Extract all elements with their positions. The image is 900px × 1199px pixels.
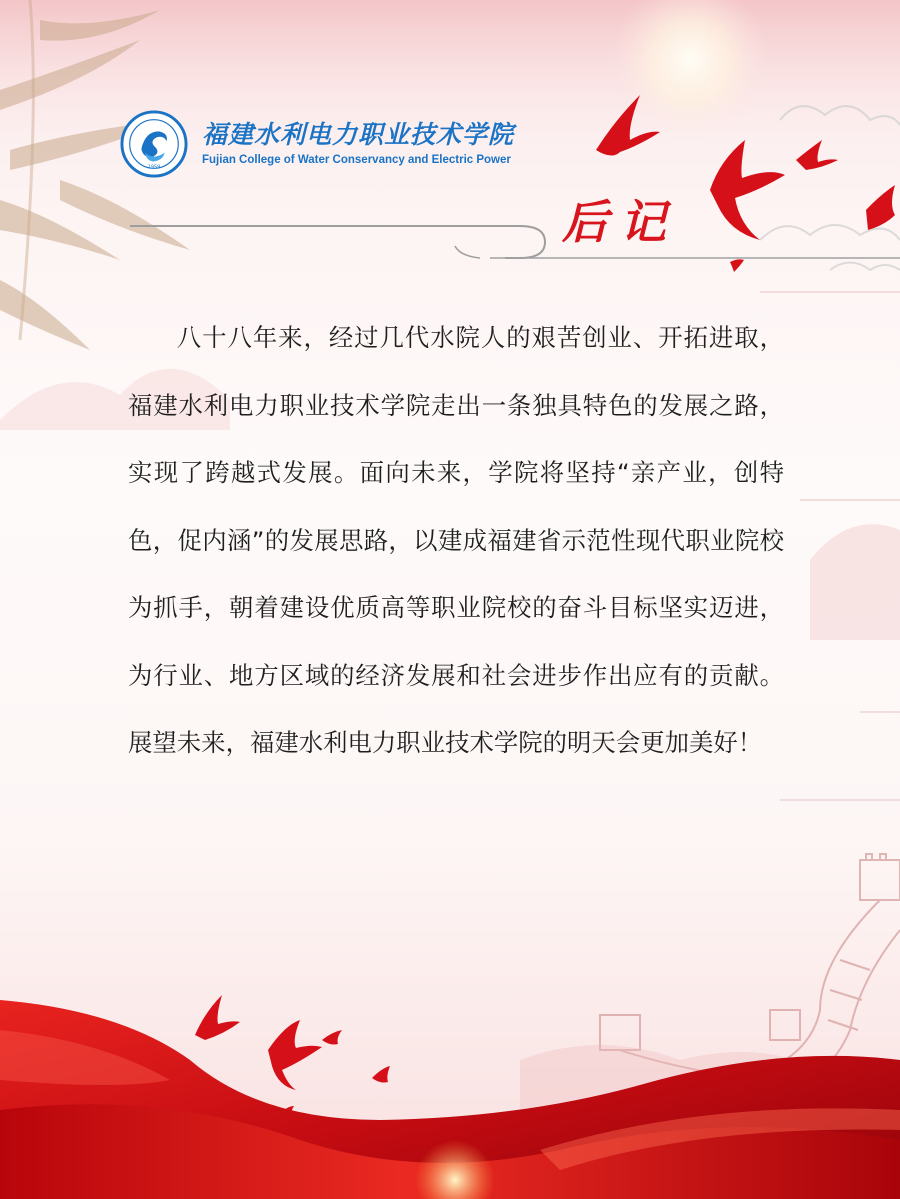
college-logo [120, 110, 514, 178]
college-name-cn: 福建水利电力职业技术学院 [202, 120, 515, 149]
college-name-en: Fujian College of Water Conservancy and Electric Power [202, 154, 511, 166]
page-title: 后记 [562, 195, 678, 249]
afterword-paragraph: 八十八年来，经过几代水院人的艰苦创业、开拓进取，福建水利电力职业技术学院走出一条独具特色的发展之路，实现了跨越式发展。面向未来，学院将坚持“亲产业，创特色，促内涵”的发展思路，以建成福建省示范性现代职业院校为抓手，朝着建设优质高等职业院校的奋斗目标坚实迈进，为行业、地方区域的经济发展和社会进步作出应有的贡献。展望未来，福建水利电力职业技术学院的明天会更加美好！ [128, 323, 784, 757]
college-emblem-icon [120, 110, 188, 178]
emblem-year: 1959 [147, 164, 161, 171]
